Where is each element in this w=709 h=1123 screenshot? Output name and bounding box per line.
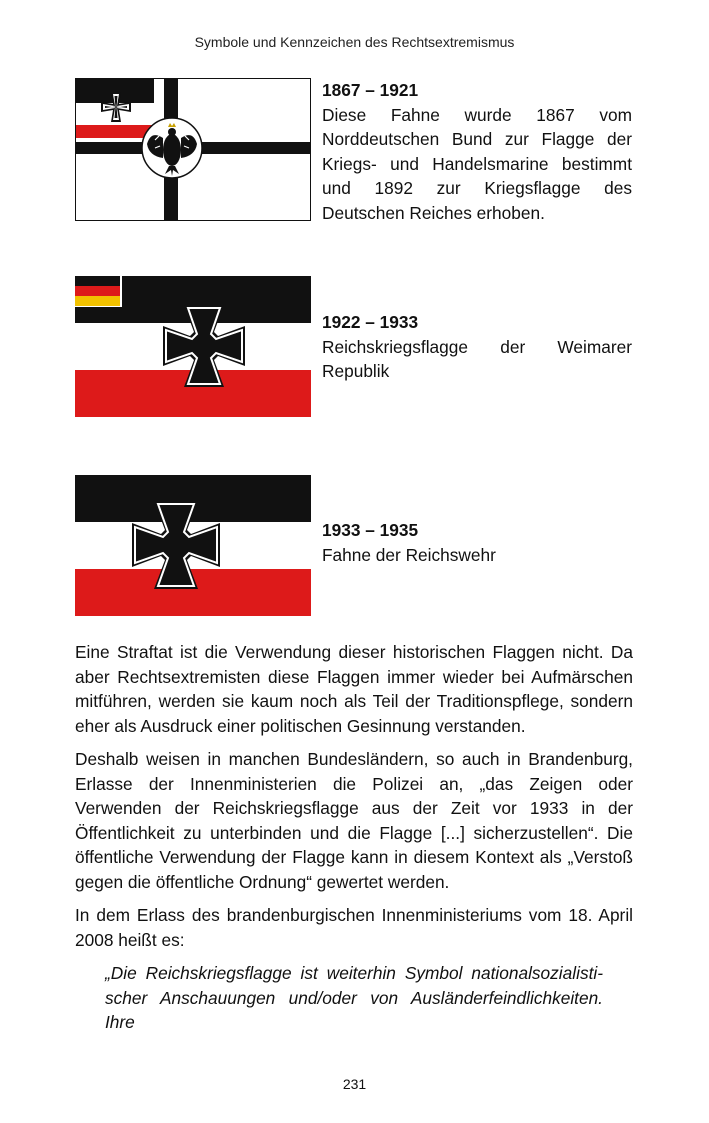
flag-1-caption-text: Diese Fahne wurde 1867 vom Norddeutschen Bund zur Flagge der Kriegs- und Handelsmarine bestimmt und 1892 zur Kriegsflagge des Deutschen Reiches erhoben. (322, 104, 632, 223)
flag-3-caption (322, 518, 632, 567)
paragraph-1: Eine Straftat ist die Verwendung dieser historischen Flaggen nicht. Da aber Rechtsextremisten diese Flaggen immer wieder bei Aufmärschen mitführen, werden sie kaum noch als Teil der Traditionspflege, sondern eher als Ausdruck einer politischen Gesinnung verstanden. (75, 642, 633, 736)
paragraph-3: In dem Erlass des brandenburgischen Innenministeriums vom 18. April 2008 heißt es: (75, 905, 633, 950)
flag-3-caption-text: Fahne der Reichswehr (322, 544, 496, 565)
running-head: Symbole und Kennzeichen des Rechtsextremismus (194, 34, 515, 50)
flag-2-caption-title: 1922 – 1933 (322, 312, 419, 332)
flag-2-caption (322, 310, 632, 384)
flag-1-caption (322, 78, 632, 225)
flag-3-image (75, 475, 311, 616)
flag-2-caption-text: Reichskriegsflagge der Weimarer Republik (322, 336, 632, 381)
flag-2-image (75, 276, 311, 417)
flag-1-image (75, 78, 311, 221)
flag-3-caption-title: 1933 – 1935 (322, 520, 419, 540)
body-text (75, 640, 633, 1035)
block-quote: „Die Reichskriegsflagge ist weiterhin Symbol nationalsozialistischer Anschauungen und/oder von Ausländerfeindlichkeiten. Ihre (105, 963, 603, 1032)
flag-reichskriegsflagge-weimar (75, 276, 311, 417)
paragraph-2: Deshalb weisen in manchen Bundesländern, so auch in Brandenburg, Erlasse der Innenministerien die Polizei an, „das Zeigen oder Verwenden der Reichskriegsflagge aus der Zeit vor 1933 in der Öffentlichkeit zu unterbinden und die Flagge [...] sicherzustellen“. Die öffentliche Verwendung der Flagge kann in diesem Kontext als „Verstoß gegen die öffentliche Ordnung“ gewertet werden. (75, 749, 633, 892)
page-number: 231 (342, 1076, 367, 1092)
flag-1-caption-title: 1867 – 1921 (322, 80, 419, 100)
flag-kriegsflagge-1867 (75, 78, 311, 221)
flag-reichswehr (75, 475, 311, 616)
